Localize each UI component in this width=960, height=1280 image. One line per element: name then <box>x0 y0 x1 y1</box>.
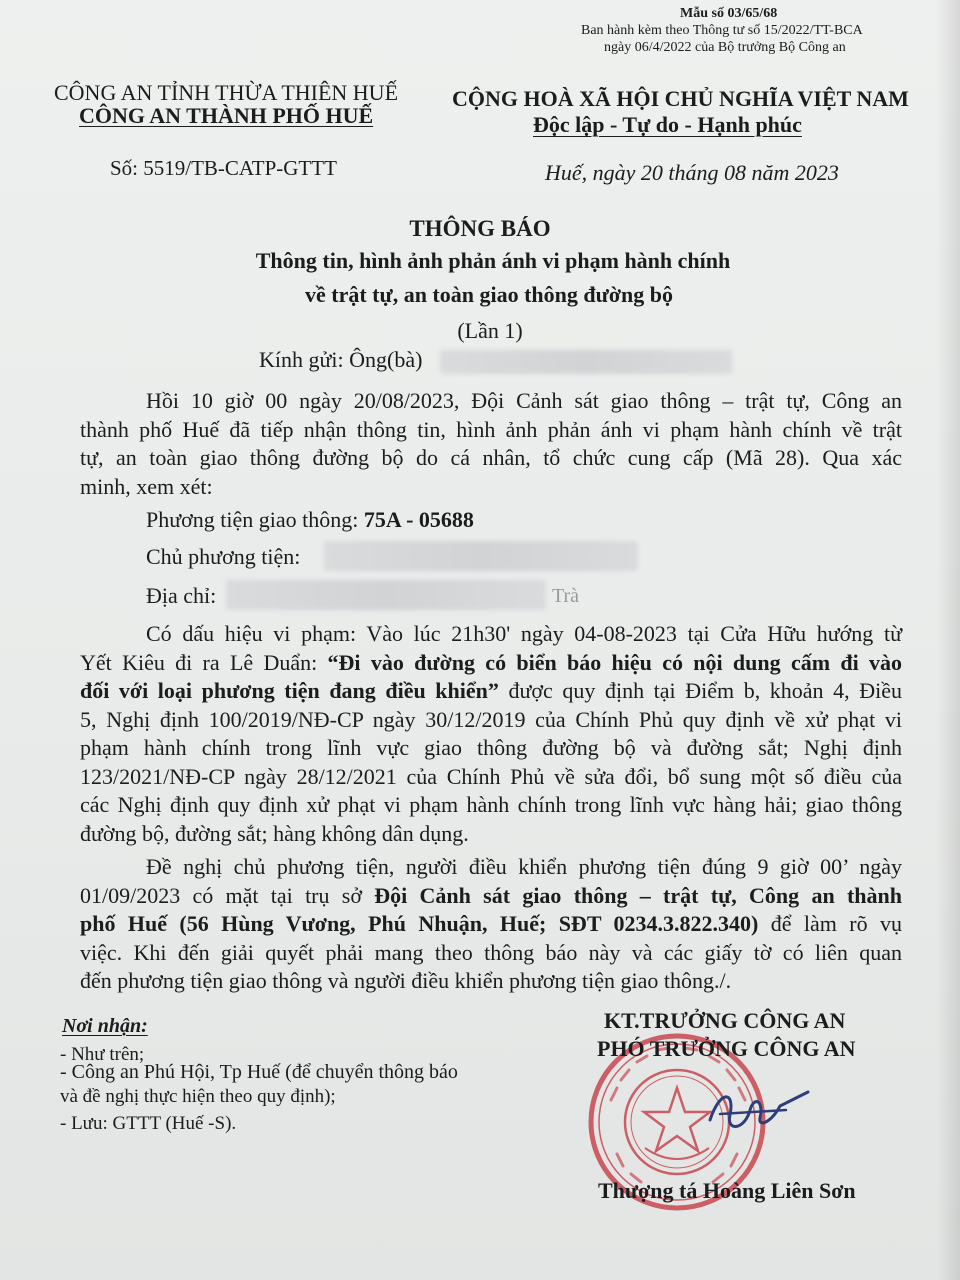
vehicle-label: Phương tiện giao thông: <box>146 507 364 532</box>
violation-line: 123/2021/NĐ-CP ngày 28/12/2021 của Chính Phủ về sửa đổi, bổ sung một số điều của <box>80 763 902 789</box>
recipient-item: và đề nghị thực hiện theo quy định); <box>60 1086 336 1107</box>
request-line: việc. Khi đến giải quyết phải mang theo thông báo này và các giấy tờ có liên quan <box>80 939 902 965</box>
issuing-agency-parent: CÔNG AN TỈNH THỪA THIÊN HUẾ <box>54 80 399 105</box>
redacted-addressee <box>440 350 732 374</box>
national-motto: Độc lập - Tự do - Hạnh phúc <box>533 112 802 137</box>
intro-line: tự, an toàn giao thông đường bộ do cá nhân, tổ chức cung cấp (Mã 28). Qua xác <box>80 445 902 470</box>
violation-line: phạm hành chính trong lĩnh vực giao thông đường bộ và đường sắt; Nghị định <box>80 735 902 760</box>
addressee-label: Kính gửi: Ông(bà) <box>259 347 423 372</box>
notice-round: (Lần 1) <box>457 318 523 343</box>
vehicle-row <box>146 507 474 533</box>
violation-line: Có dấu hiệu vi phạm: Vào lúc 21h30' ngày 04-08-2023 tại Cửa Hữu hướng từ <box>146 621 902 646</box>
intro-paragraph <box>80 387 902 501</box>
owner-label: Chủ phương tiện: <box>146 544 301 569</box>
request-line: Đề nghị chủ phương tiện, người điều khiển phương tiện đúng 9 giờ 00’ ngày <box>146 854 902 879</box>
recipients-title: Nơi nhận: <box>62 1015 148 1037</box>
form-reference-line-2: ngày 06/4/2022 của Bộ trưởng Bộ Công an <box>604 40 846 55</box>
signature-title-line-1: KT.TRƯỞNG CÔNG AN <box>604 1008 846 1033</box>
request-office: phố Huế (56 Hùng Vương, Phú Nhuận, Huế; SĐT 0234.3.822.340) <box>80 911 759 936</box>
violation-description: đối với loại phương tiện đang điều khiển” <box>80 678 499 703</box>
form-reference-line-1: Ban hành kèm theo Thông tư số 15/2022/TT-BCA <box>581 23 863 38</box>
document-number: Số: 5519/TB-CATP-GTTT <box>110 156 337 180</box>
owner-row <box>146 544 300 570</box>
redacted-owner <box>324 541 638 571</box>
vehicle-plate: 75A - 05688 <box>363 507 474 532</box>
request-line: để làm rõ vụ <box>758 911 902 936</box>
request-paragraph <box>80 853 902 996</box>
document-date: Huế, ngày 20 tháng 08 năm 2023 <box>545 160 839 185</box>
document-title: THÔNG BÁO <box>409 216 551 241</box>
issuing-agency-name: CÔNG AN THÀNH PHỐ HUẾ <box>79 103 374 128</box>
violation-paragraph <box>80 620 902 848</box>
redacted-address <box>226 580 546 610</box>
intro-line: thành phố Huế đã tiếp nhận thông tin, hình ảnh phản ánh vi phạm hành chính về trật <box>80 416 902 442</box>
address-partial-text: Trà <box>552 585 580 607</box>
document-subtitle-line-1: Thông tin, hình ảnh phản ánh vi phạm hành chính <box>255 248 731 273</box>
address-row <box>146 583 216 609</box>
violation-line: 5, Nghị định 100/2019/NĐ-CP ngày 30/12/2019 của Chính Phủ quy định về xử phạt vi <box>80 706 902 732</box>
request-line: 01/09/2023 có mặt tại trụ sở <box>80 882 375 908</box>
violation-description: “Đi vào đường có biển báo hiệu có nội dung cấm đi vào <box>327 649 902 675</box>
signer-name: Thượng tá Hoàng Liên Sơn <box>598 1178 856 1203</box>
recipient-item: - Như trên; <box>60 1044 145 1065</box>
violation-line: các Nghị định quy định xử phạt vi phạm hành chính trong lĩnh vực hàng hải; giao thông <box>80 792 902 817</box>
request-office: Đội Cảnh sát giao thông – trật tự, Công an thành <box>374 882 902 908</box>
address-label: Địa chỉ: <box>146 583 217 608</box>
violation-line: được quy định tại Điểm b, khoản 4, Điều <box>498 678 902 703</box>
violation-line: đường bộ, đường sắt; hàng không dân dụng. <box>80 820 469 846</box>
national-title: CỘNG HOÀ XÃ HỘI CHỦ NGHĨA VIỆT NAM <box>452 86 909 111</box>
intro-line: Hồi 10 giờ 00 ngày 20/08/2023, Đội Cảnh sát giao thông – trật tự, Công an <box>146 388 902 413</box>
violation-line: Yết Kiêu đi ra Lê Duẩn: <box>80 649 328 675</box>
recipient-item: - Công an Phú Hội, Tp Huế (để chuyển thông báo <box>60 1061 458 1083</box>
form-number: Mẫu số 03/65/68 <box>680 6 778 21</box>
intro-line: minh, xem xét: <box>80 473 213 499</box>
recipient-item: - Lưu: GTTT (Huế -S). <box>60 1113 237 1134</box>
request-line: đến phương tiện giao thông và người điều khiển phương tiện giao thông./. <box>80 968 732 993</box>
signature-icon <box>690 1070 820 1150</box>
document-subtitle-line-2: về trật tự, an toàn giao thông đường bộ <box>304 282 673 307</box>
signature-title-line-2: PHÓ TRƯỞNG CÔNG AN <box>597 1036 856 1061</box>
